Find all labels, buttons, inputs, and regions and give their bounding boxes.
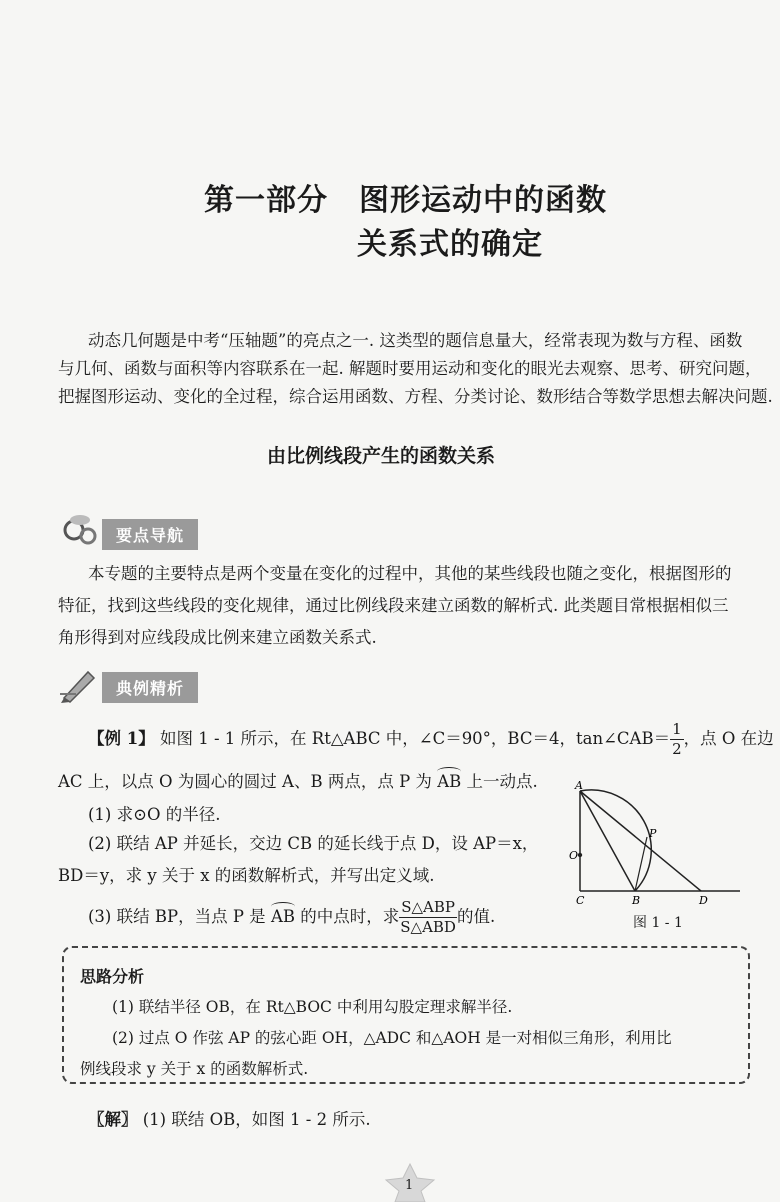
solution-line bbox=[88, 1106, 371, 1130]
fraction-half-num: 1 bbox=[672, 720, 682, 738]
solution-label: 〖解〗 bbox=[88, 1110, 138, 1129]
section-title: 由比例线段产生的函数关系 bbox=[267, 445, 496, 467]
analysis-line-1: (1) 联结半径 OB，在 Rt△BOC 中利用勾股定理求解半径. bbox=[112, 998, 513, 1016]
question-2-line-2: BD＝y，求 y 关于 x 的函数解析式，并写出定义域. bbox=[58, 866, 435, 885]
analysis-line-2: (2) 过点 O 作弦 AP 的弦心距 OH，△ADC 和△AOH 是一对相似三角形，利用比 bbox=[112, 1029, 672, 1047]
question-3 bbox=[88, 900, 495, 935]
solution-text: (1) 联结 OB，如图 1 - 2 所示. bbox=[142, 1110, 371, 1129]
arc-ab-q3: AB bbox=[270, 907, 295, 926]
key-points-line-1: 本专题的主要特点是两个变量在变化的过程中，其他的某些线段也随之变化，根据图形的 bbox=[88, 564, 732, 583]
key-points-icon bbox=[58, 508, 102, 552]
example-label: 【例 1】 bbox=[88, 729, 155, 748]
pencil-icon bbox=[58, 664, 102, 704]
example-line-1 bbox=[88, 722, 774, 757]
example-text-2b: 上一动点. bbox=[466, 772, 538, 791]
question-3c: 的值. bbox=[457, 907, 496, 926]
key-points-banner: 要点导航 bbox=[102, 519, 198, 550]
chapter-title-line2: 关系式的确定 bbox=[357, 227, 543, 262]
label-B: B bbox=[632, 894, 641, 907]
key-points-line-2: 特征，找到这些线段的变化规律，通过比例线段来建立函数的解析式. 此类题目常根据相似三 bbox=[58, 596, 729, 615]
intro-line-2: 与几何、函数与面积等内容联系在一起. 解题时要用运动和变化的眼光去观察、思考、研究问题， bbox=[58, 359, 762, 378]
example-text-1a: 如图 1 - 1 所示，在 Rt△ABC 中，∠C＝90°，BC＝4，tan∠CAB＝ bbox=[159, 729, 671, 748]
example-text-1b: ，点 O 在边 bbox=[683, 729, 774, 748]
fraction-half bbox=[670, 722, 684, 757]
intro-line-3: 把握图形运动、变化的全过程，综合运用函数、方程、分类讨论、数形结合等数学思想去解决问题. bbox=[58, 387, 773, 406]
label-A: A bbox=[575, 780, 583, 792]
analysis-line-3: 例线段求 y 关于 x 的函数解析式. bbox=[80, 1060, 309, 1078]
example-text-2a: AC 上，以点 O 为圆心的圆过 A、B 两点，点 P 为 bbox=[58, 772, 432, 791]
label-P: P bbox=[649, 827, 657, 840]
figure-1-1 bbox=[565, 780, 755, 910]
example-line-2 bbox=[58, 768, 538, 792]
question-1: (1) 求⊙O 的半径. bbox=[88, 805, 221, 824]
question-3b: 的中点时，求 bbox=[300, 907, 400, 926]
question-2-line-1: (2) 联结 AP 并延长，交边 CB 的延长线于点 D，设 AP＝x， bbox=[88, 834, 539, 853]
fraction-half-den: 2 bbox=[672, 740, 682, 758]
label-D: D bbox=[699, 894, 708, 907]
arc-ab: AB bbox=[437, 772, 462, 791]
fraction-s-den: S△ABD bbox=[400, 918, 456, 936]
label-C: C bbox=[576, 894, 585, 907]
figure-caption: 图 1 - 1 bbox=[633, 915, 683, 931]
label-O: O bbox=[569, 849, 579, 862]
intro-line-1: 动态几何题是中考“压轴题”的亮点之一. 这类型的题信息量大，经常表现为数与方程、函数 bbox=[88, 331, 743, 350]
question-3a: (3) 联结 BP，当点 P 是 bbox=[88, 907, 266, 926]
page-number: 1 bbox=[405, 1178, 414, 1193]
chapter-title-line1: 第一部分 图形运动中的函数 bbox=[204, 183, 607, 218]
fraction-s bbox=[399, 900, 457, 935]
key-points-line-3: 角形得到对应线段成比例来建立函数关系式. bbox=[58, 628, 377, 647]
fraction-s-num: S△ABP bbox=[401, 898, 455, 916]
examples-banner: 典例精析 bbox=[102, 672, 198, 703]
analysis-title: 思路分析 bbox=[80, 967, 145, 986]
